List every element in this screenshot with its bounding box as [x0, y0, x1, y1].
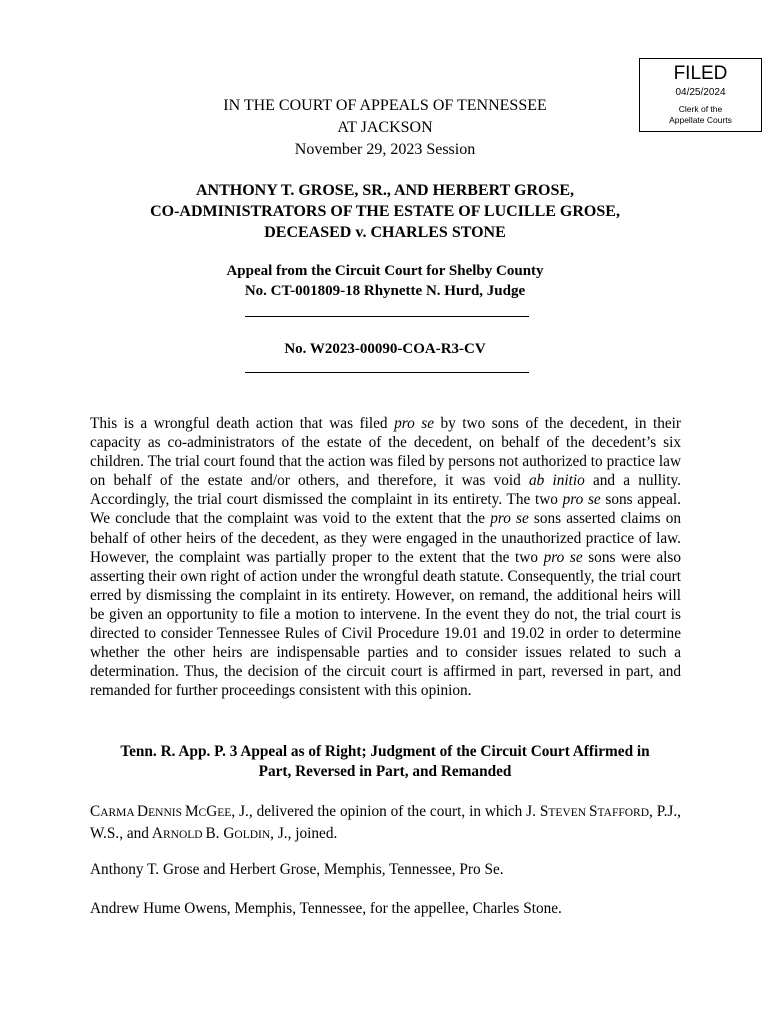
- case-summary: This is a wrongful death action that was filed pro se by two sons of the decedent, in their capacity as co-administrators of the estate of the decedent, on behalf of the decedent’s six children. The trial court found that the action was filed by persons not authorized to practice law on behalf of the estate and/or others, and therefore, it was void ab initio and a nullity. Accordingly, the trial court dismissed the complaint in its entirety. The two pro se sons appeal. We conclude that the complaint was void to the extent that the pro se sons asserted claims on behalf of other heirs of the decedent, as they were engaged in the unauthorized practice of law. However, the complaint was partially proper to the extent that the two pro se sons were also asserting their own right of action under the wrongful death statute. Consequently, the trial court erred by dismissing the complaint in its entirety. However, on remand, the additional heirs will be given an opportunity to file a motion to intervene. In the event they do not, the trial court is directed to consider Tennessee Rules of Civil Procedure 19.01 and 19.02 in order to determine whether the other heirs are indispensable parties and to consider issues related to such a determination. Thus, the decision of the circuit court is affirmed in part, reversed in part, and remanded for further proceedings consistent with this opinion.: [90, 415, 682, 700]
- filed-stamp-clerk-line: Clerk of the: [678, 104, 723, 114]
- opinion-authorship: CARMA DENNIS MCGEE, J., delivered the opinion of the court, in which J. STEVEN STAFFORD, P.J., W.S., and ARNOLD B. GOLDIN, J., joined.: [90, 803, 682, 842]
- case-caption: [90, 180, 680, 243]
- appeal-from: [90, 261, 680, 301]
- case-caption-line: CO-ADMINISTRATORS OF THE ESTATE OF LUCILLE GROSE,: [150, 203, 620, 220]
- disposition-line: Part, Reversed in Part, and Remanded: [258, 763, 512, 780]
- appellate-docket-number: No. W2023-00090-COA-R3-CV: [284, 341, 486, 357]
- counsel-appellants: Anthony T. Grose and Herbert Grose, Memphis, Tennessee, Pro Se.: [90, 861, 504, 878]
- court-location: AT JACKSON: [337, 119, 433, 136]
- filed-stamp-date: 04/25/2024: [675, 87, 726, 98]
- trial-docket-judge-line: No. CT-001809-18 Rhynette N. Hurd, Judge: [244, 283, 526, 299]
- counsel-appellee: Andrew Hume Owens, Memphis, Tennessee, for the appellee, Charles Stone.: [90, 900, 562, 917]
- divider-rule: [245, 316, 529, 317]
- appeal-court-line: Appeal from the Circuit Court for Shelby County: [226, 263, 544, 279]
- filed-stamp-courts-line: Appellate Courts: [669, 115, 732, 125]
- court-name: IN THE COURT OF APPEALS OF TENNESSEE: [223, 97, 547, 114]
- divider-rule: [245, 372, 529, 373]
- case-caption-line: ANTHONY T. GROSE, SR., AND HERBERT GROSE,: [195, 182, 575, 199]
- case-caption-line: DECEASED v. CHARLES STONE: [264, 224, 506, 241]
- disposition: [90, 742, 680, 782]
- disposition-line: Tenn. R. App. P. 3 Appeal as of Right; Judgment of the Circuit Court Affirmed in: [120, 743, 650, 760]
- filed-stamp-title: FILED: [673, 63, 728, 84]
- court-session: November 29, 2023 Session: [294, 141, 476, 158]
